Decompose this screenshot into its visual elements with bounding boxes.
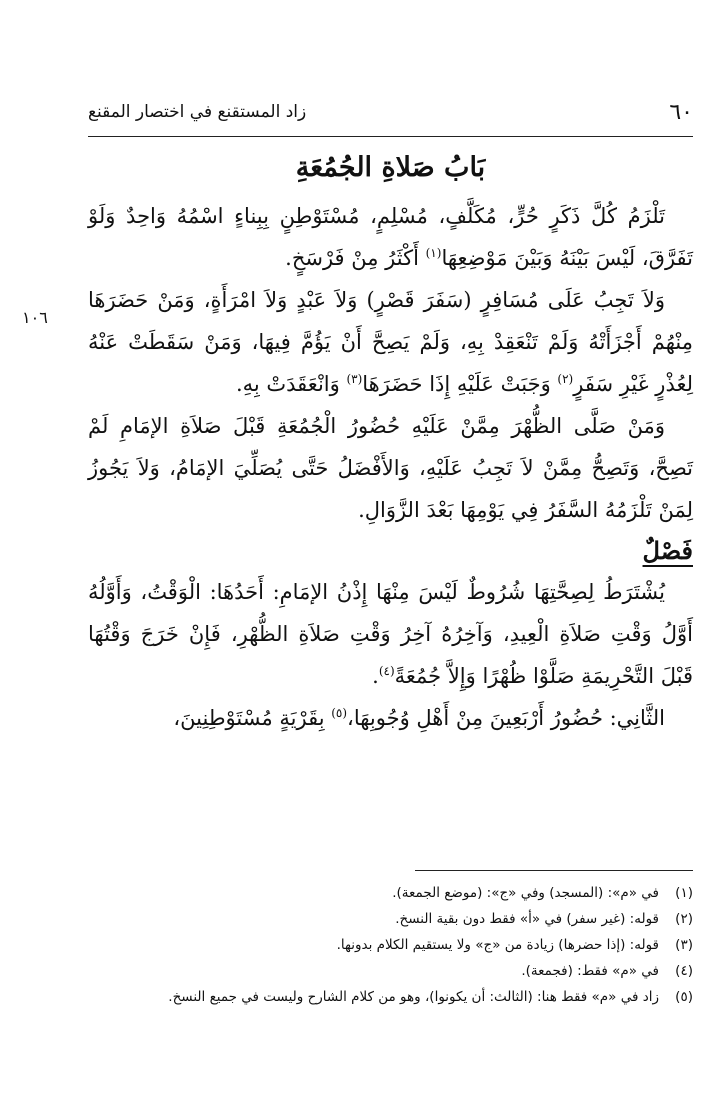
footnote-number: (٥)	[675, 989, 693, 1005]
paragraph-text: وَمَنْ صَلَّى الظُّهْرَ مِمَّنْ عَلَيْهِ حُضُورُ الْجُمُعَةِ قَبْلَ صَلاَةِ الإمَامِ لَمْ تَصِحَّ، وَتَصِحُّ مِمَّنْ لاَ تَجِبُ عَلَيْهِ، وَالأَفْضَلُ حَتَّى يُصَلِّيَ الإمَامُ، وَلاَ يَجُوزُ لِمَنْ تَلْزَمُهُ السَّفَرُ فِي يَوْمِهَا بَعْدَ الزَّوَالِ.	[88, 414, 693, 522]
paragraph-text: وَانْعَقَدَتْ بِهِ.	[235, 372, 347, 396]
footnote-number: (١)	[675, 885, 693, 901]
footnote	[88, 880, 693, 906]
footnote-divider	[415, 870, 693, 871]
paragraph-4	[88, 571, 693, 697]
paragraph-text: .	[372, 664, 379, 688]
page-number: ٦٠	[669, 100, 693, 125]
footnote	[88, 984, 693, 1010]
header-divider	[88, 136, 693, 137]
page-header	[88, 96, 693, 134]
running-title: زاد المستقنع في اختصار المقنع	[88, 102, 307, 122]
footnote-text: في «م» فقط: (فجمعة).	[521, 963, 659, 979]
paragraph-text: تَلْزَمُ كُلَّ ذَكَرٍ حُرٍّ، مُكَلَّفٍ، مُسْلِمٍ، مُسْتَوْطِنٍ بِبِناءٍ اسْمُهُ وَاحِدٌ وَلَوْ تَفَرَّقَ، لَيْسَ بَيْنَهُ وَبَيْنَ مَوْضِعِهَا	[88, 204, 693, 270]
footnote-text: قوله: (غير سفر) في «أ» فقط دون بقية النسخ.	[395, 911, 659, 927]
paragraph-5	[88, 697, 693, 739]
paragraph-3	[88, 405, 693, 531]
footnote-ref: (٣)	[346, 372, 363, 386]
footnote	[88, 932, 693, 958]
main-text	[88, 195, 693, 739]
footnote-text: زاد في «م» فقط هنا: (الثالث: أن يكونوا)، وهو من كلام الشارح وليست في جميع النسخ.	[168, 989, 659, 1005]
paragraph-2	[88, 279, 693, 405]
margin-number: ١٠٦	[22, 308, 48, 327]
footnote-text: في «م»: (المسجد) وفي «ج»: (موضع الجمعة).	[392, 885, 659, 901]
footnote	[88, 958, 693, 984]
footnote-ref: (٥)	[331, 706, 348, 720]
paragraph-text: يُشْتَرَطُ لِصِحَّتِهَا شُرُوطٌ لَيْسَ مِنْهَا إِذْنُ الإمَامِ: أَحَدُهَا: الْوَقْتُ، وَأَوَّلُهُ أَوَّلُ وَقْتِ صَلاَةِ الْعِيدِ، وَآخِرُهُ آخِرُ وَقْتِ صَلاَةِ الظُّهْرِ، فَإِنْ خَرَجَ وَقْتُهَا قَبْلَ التَّحْرِيمَةِ صَلَّوْا ظُهْرًا وَإِلاَّ جُمُعَةً	[88, 580, 693, 688]
footnotes	[88, 880, 693, 1010]
section-title: فَصْلٌ	[642, 536, 693, 565]
paragraph-1	[88, 195, 693, 279]
paragraph-text: بِقَرْيَةٍ مُسْتَوْطِنِينَ،	[173, 706, 332, 730]
footnote-ref: (٢)	[557, 372, 574, 386]
footnote-number: (٢)	[675, 911, 693, 927]
footnote-number: (٤)	[675, 963, 693, 979]
footnote	[88, 906, 693, 932]
paragraph-text: وَجَبَتْ عَلَيْهِ إِذَا حَضَرَهَا	[362, 372, 558, 396]
footnote-ref: (١)	[425, 246, 442, 260]
paragraph-text: الثَّانِي: حُضُورُ أَرْبَعِينَ مِنْ أَهْلِ وُجُوبِهَا،	[347, 706, 665, 730]
footnote-number: (٣)	[675, 937, 693, 953]
paragraph-text: أَكْثَرُ مِنْ فَرْسَخٍ.	[285, 246, 426, 270]
paragraph-text: وَلاَ تَجِبُ عَلَى مُسَافِرٍ (سَفَرَ قَصْرٍ) وَلاَ عَبْدٍ وَلاَ امْرَأَةٍ، وَمَنْ حَضَرَهَا مِنْهُمْ أَجْزَأَتْهُ وَلَمْ تَنْعَقِدْ بِهِ، وَلَمْ يَصِحَّ أَنْ يَؤُمَّ فِيهَا، وَمَنْ سَقَطَتْ عَنْهُ لِعُذْرٍ غَيْرِ سَفَرٍ	[88, 288, 693, 396]
chapter-title: بَابُ صَلاةِ الجُمُعَةِ	[295, 152, 486, 183]
footnote-text: قوله: (إذا حضرها) زيادة من «ج» ولا يستقيم الكلام بدونها.	[336, 937, 659, 953]
footnote-ref: (٤)	[378, 664, 395, 678]
